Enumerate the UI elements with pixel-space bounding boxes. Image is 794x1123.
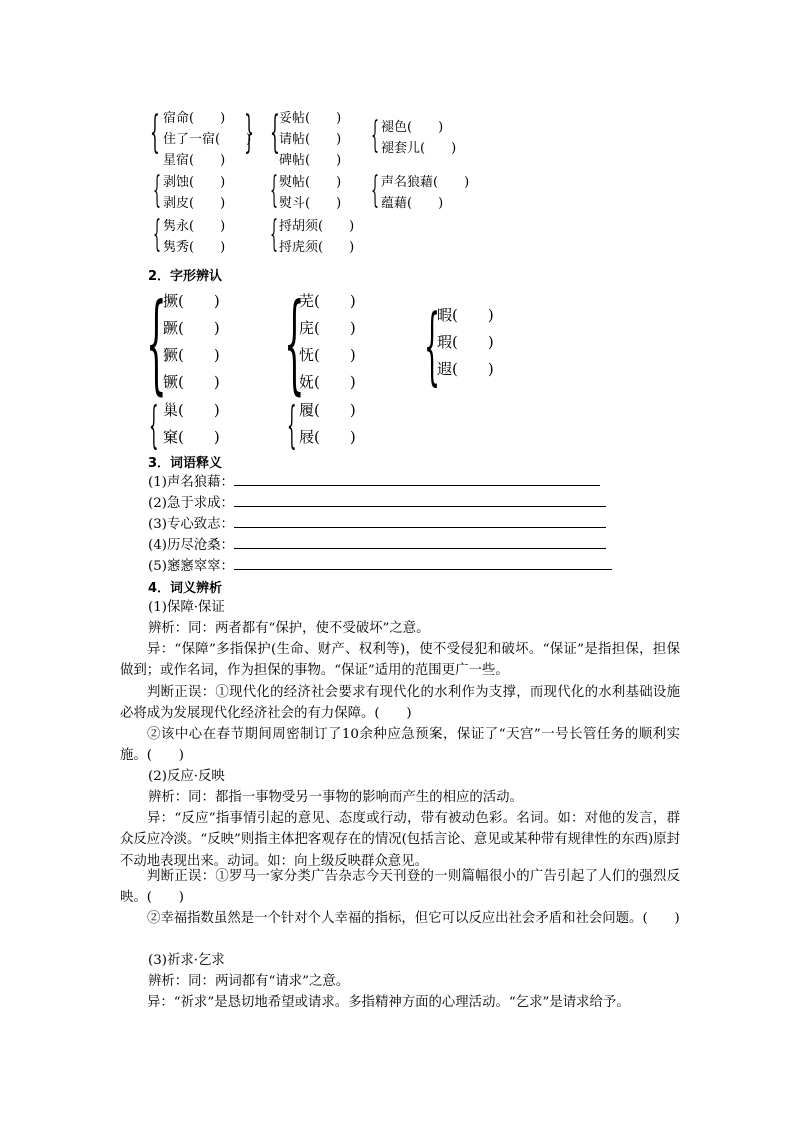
glyph-item: 窠( ) (163, 428, 220, 446)
definition-term: (3)专心致志： (148, 517, 234, 532)
brace: { (244, 107, 254, 158)
subsection-title: (3)祈求·乞求 (148, 953, 225, 968)
pinyin-item: 褪套儿( ) (381, 141, 457, 156)
answer-blank[interactable] (234, 514, 606, 528)
subsection-title: (1)保障·保证 (148, 600, 225, 615)
section-heading: 4．词义辨析 (148, 581, 223, 596)
pinyin-item: 捋虎须( ) (279, 240, 355, 255)
difference-text: 异：“祈求”是恳切地希望或请求。多指精神方面的心理活动。“乞求”是请求给予。 (147, 995, 630, 1010)
brace: { (153, 214, 162, 255)
glyph-item: 遐( ) (437, 360, 494, 378)
glyph-item: 芜( ) (299, 292, 356, 310)
glyph-item: 怃( ) (299, 346, 356, 364)
definition-row (148, 472, 600, 493)
brace: { (424, 296, 441, 394)
pinyin-item: 碑帖( ) (279, 153, 342, 168)
brace: { (287, 396, 297, 454)
glyph-item: 獗( ) (163, 346, 220, 364)
answer-blank[interactable] (234, 493, 606, 507)
brace: { (284, 281, 305, 406)
analysis-text: 辨析：同：两词都有“请求”之意。 (148, 974, 350, 989)
glyph-item: 庑( ) (299, 319, 356, 337)
pinyin-item: 熨斗( ) (279, 196, 342, 211)
glyph-item: 履( ) (299, 401, 356, 419)
pinyin-item: 熨帖( ) (279, 175, 342, 190)
pinyin-item: 隽秀( ) (163, 240, 226, 255)
subsection-title: (2)反应·反映 (148, 769, 225, 784)
answer-blank[interactable] (234, 535, 606, 549)
pinyin-item: 剥皮( ) (163, 196, 226, 211)
brace: { (371, 115, 380, 156)
definition-term: (2)急于求成： (148, 496, 234, 511)
brace: { (146, 281, 167, 406)
glyph-item: 妩( ) (299, 373, 356, 391)
brace: { (270, 170, 279, 211)
analysis-text: 辨析：同：两者都有“保护，使不受破坏”之意。 (148, 621, 430, 636)
pinyin-item: 住了一宿( ) (163, 132, 252, 147)
brace: { (150, 107, 160, 158)
pinyin-item: 剥蚀( ) (163, 175, 226, 190)
difference-text: 异：“反应”指事情引起的意见、态度或行动，带有被动色彩。名词。如：对他的发言，群众反应冷淡。“反映”则指主体把客观存在的情况(包括言论、意见或某种带有规律性的东西)原封不动地表现出来。动词。如：向上级反映群众意见。 (120, 811, 680, 869)
difference-text: 异：“保障”多指保护(生命、财产、权利等)，使不受侵犯和破坏。“保证”是指担保，担保做到；或作名词，作为担保的事物。“保证”适用的范围更广一些。 (120, 642, 680, 679)
brace: { (371, 170, 380, 211)
brace: { (270, 214, 279, 255)
definition-term: (5)窸窸窣窣： (148, 559, 234, 574)
pinyin-item: 声名狼藉( ) (381, 175, 470, 190)
pinyin-item: 请帖( ) (279, 132, 342, 147)
judgment-question: ②幸福指数虽然是一个针对个人幸福的指标，但它可以反应出社会矛盾和社会问题。( ) (147, 911, 680, 926)
brace: { (153, 170, 162, 211)
glyph-item: 撅( ) (163, 292, 220, 310)
section-heading: 2．字形辨认 (148, 269, 223, 284)
pinyin-item: 褪色( ) (381, 120, 444, 135)
glyph-item: 瑕( ) (437, 333, 494, 351)
definition-row (148, 535, 606, 556)
brace: { (270, 107, 280, 158)
section-heading: 3．词语释义 (148, 456, 223, 471)
brace: { (149, 396, 159, 454)
pinyin-item: 宿命( ) (163, 111, 226, 126)
pinyin-item: 星宿( ) (163, 153, 226, 168)
judgment-question: 判断正误：①罗马一家分类广告杂志今天刊登的一则篇幅很小的广告引起了人们的强烈反映。( ) (120, 869, 680, 906)
glyph-item: 屐( ) (299, 428, 356, 446)
glyph-item: 巢( ) (163, 401, 220, 419)
answer-blank[interactable] (234, 472, 600, 486)
pinyin-item: 蕴藉( ) (381, 196, 444, 211)
glyph-item: 镢( ) (163, 373, 220, 391)
definition-row (148, 514, 606, 535)
definition-row (148, 556, 612, 577)
glyph-item: 暇( ) (437, 306, 494, 324)
judgment-question: 判断正误：①现代化的经济社会要求有现代化的水利作为支撑，而现代化的水利基础设施必将成为发展现代化经济社会的有力保障。( ) (120, 685, 680, 722)
pinyin-item: 隽永( ) (163, 219, 226, 234)
pinyin-item: 捋胡须( ) (279, 219, 355, 234)
analysis-text: 辨析：同：都指一事物受另一事物的影响而产生的相应的活动。 (148, 790, 523, 805)
definition-term: (4)历尽沧桑： (148, 538, 234, 553)
definition-term: (1)声名狼藉： (148, 475, 234, 490)
pinyin-item: 妥帖( ) (279, 111, 342, 126)
judgment-question: ②该中心在春节期间周密制订了10余种应急预案，保证了“天宫”一号长管任务的顺利实施。( ) (120, 727, 680, 764)
definition-row (148, 493, 606, 514)
glyph-item: 蹶( ) (163, 319, 220, 337)
answer-blank[interactable] (234, 556, 612, 570)
